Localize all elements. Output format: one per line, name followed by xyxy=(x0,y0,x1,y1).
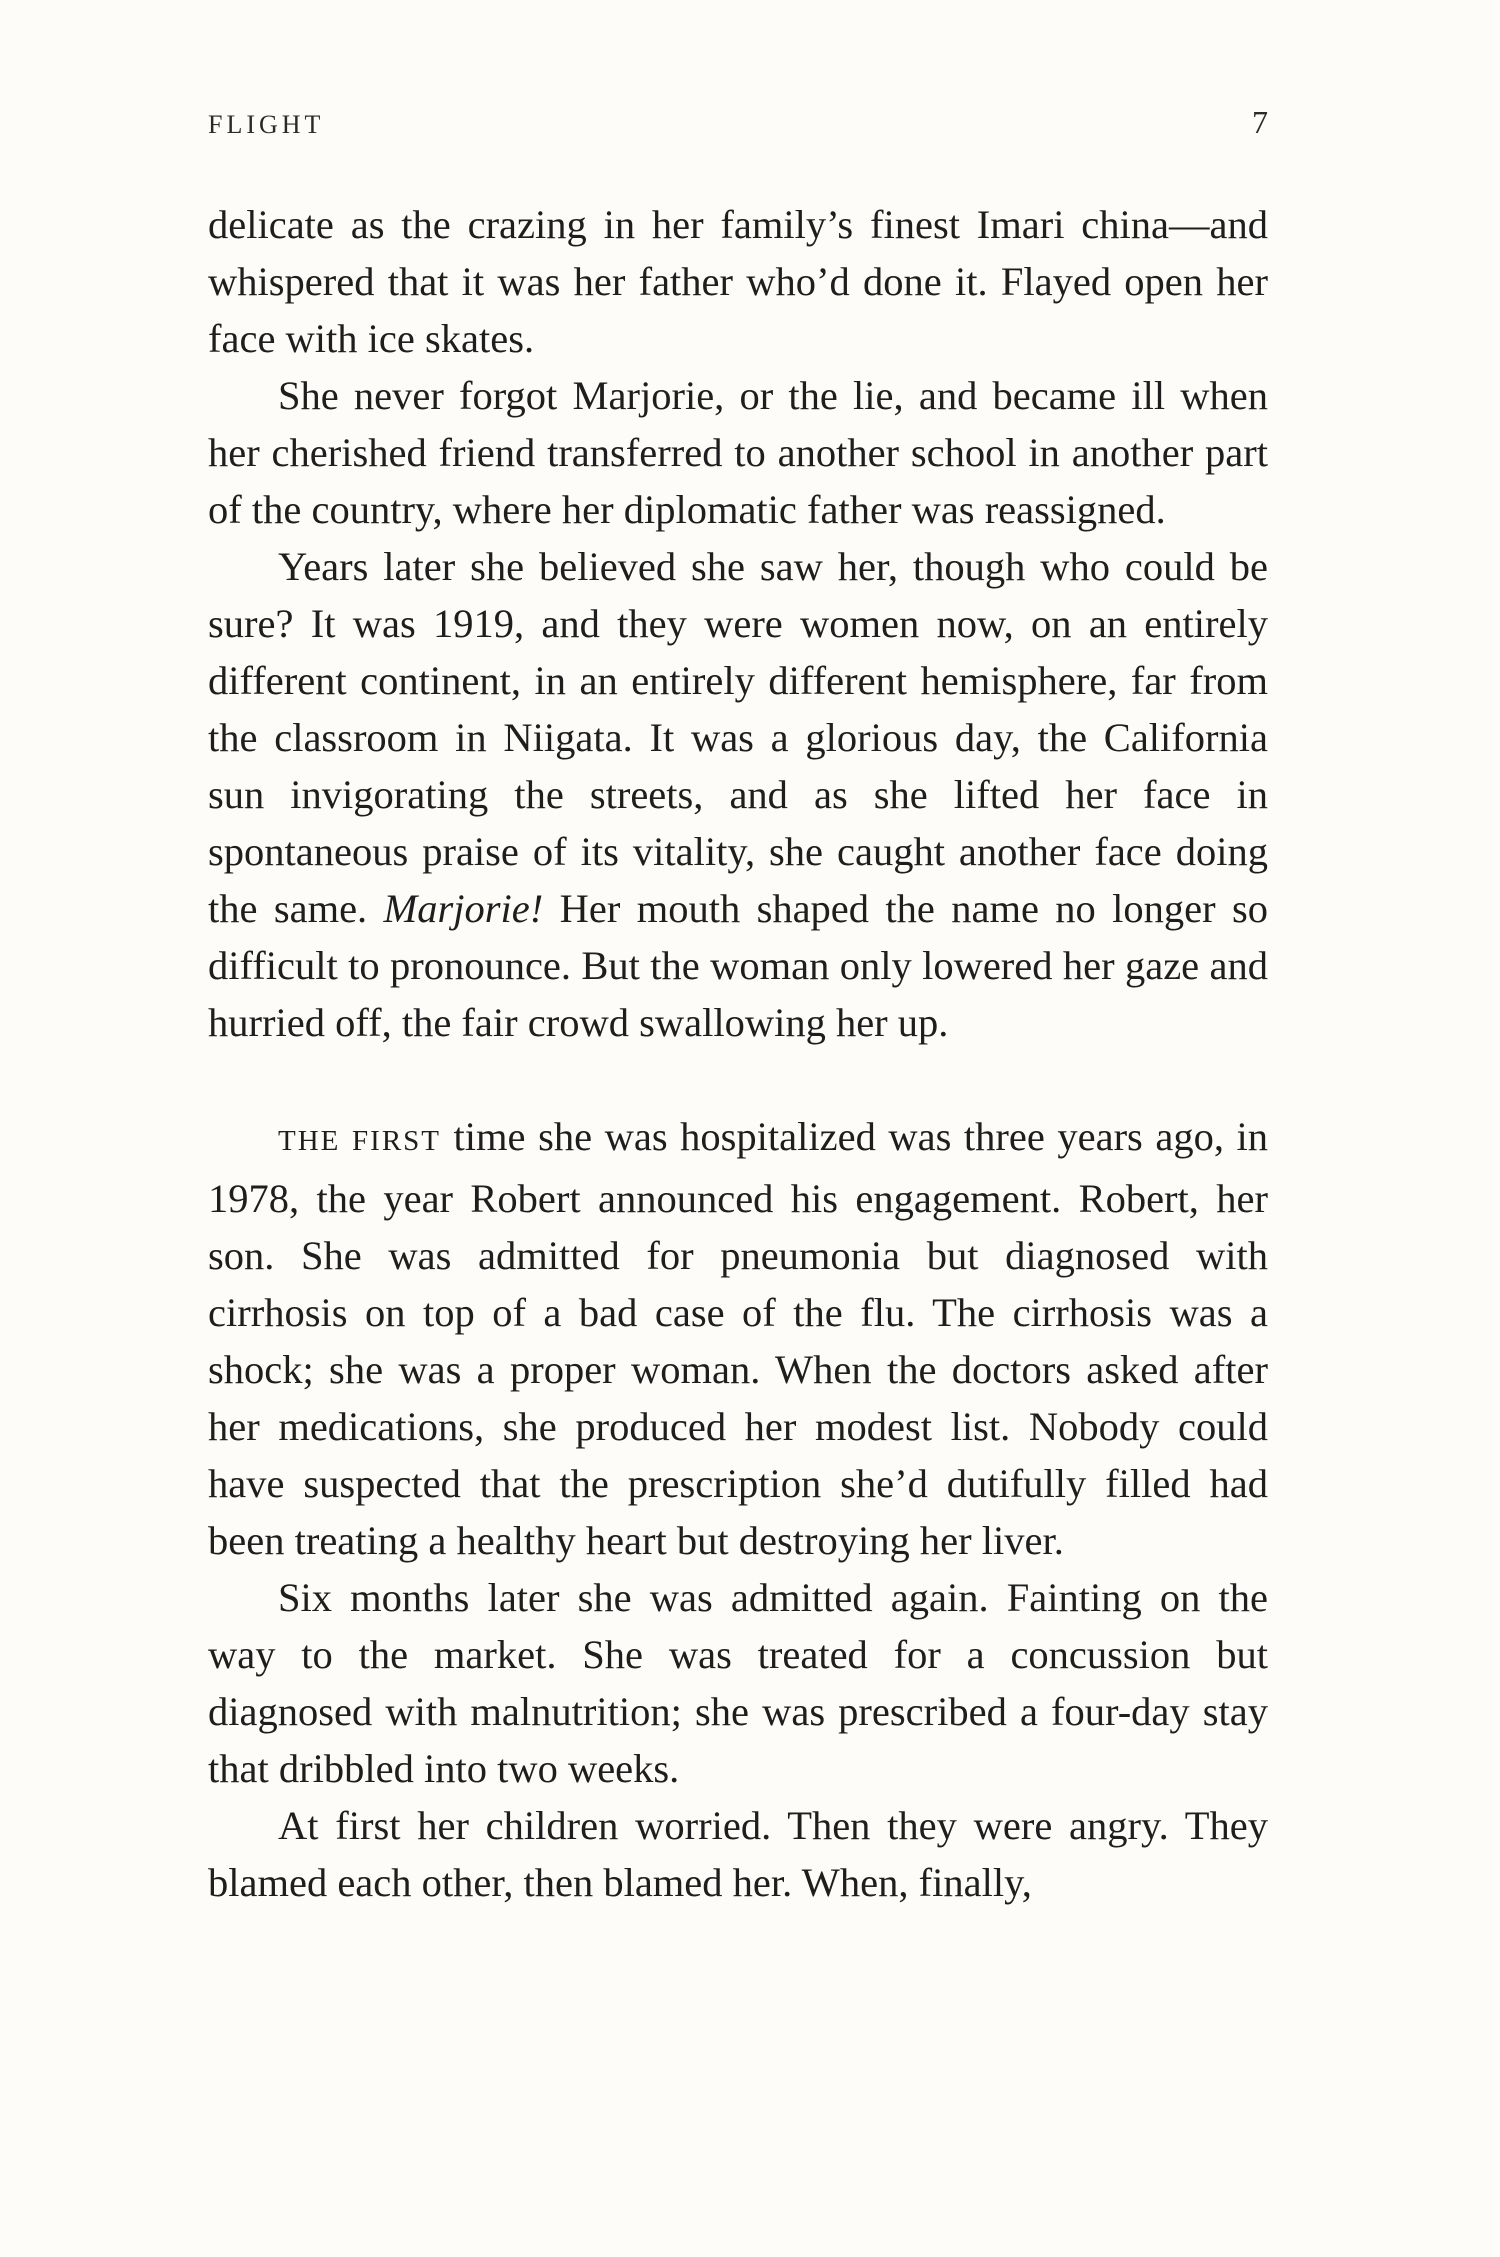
section-start-paragraph xyxy=(208,1108,1268,1569)
paragraph-text: Years later she believed she saw her, though who could be sure? It was 1919, and they were women now, on an entirely different continent, in an entirely different hemisphere, far from the classroom in Niigata. It was a glorious day, the California sun invigorating the streets, and as she lifted her face in spontaneous praise of its vitality, she caught another face doing the same. xyxy=(208,544,1268,931)
paragraph-text: Her mouth shaped the name no longer so difficult to pronounce. But the woman only lowered her gaze and hurried off, the fair crowd swallowing her up. xyxy=(208,886,1268,1045)
paragraph: Six months later she was admitted again. Fainting on the way to the market. She was treated for a concussion but diagnosed with malnutrition; she was prescribed a four-day stay that dribbled into two weeks. xyxy=(208,1575,1268,1791)
paragraph-text: time she was hospitalized was three years ago, in 1978, the year Robert announced his engagement. Robert, her son. She was admitted for pneumonia but diagnosed with cirrhosis on top of a bad case of the flu. The cirrhosis was a shock; she was a proper woman. When the doctors asked after her medications, she produced her modest list. Nobody could have suspected that the prescription she’d dutifully filled had been treating a healthy heart but destroying her liver. xyxy=(208,1114,1268,1563)
paragraph: delicate as the crazing in her family’s finest Imari china—and whispered that it was her father who’d done it. Flayed open her face with ice skates. xyxy=(208,202,1268,361)
italic-name: Marjorie! xyxy=(383,886,544,931)
paragraph: She never forgot Marjorie, or the lie, and became ill when her cherished friend transferred to another school in another part of the country, where her diplomatic father was reassigned. xyxy=(208,373,1268,532)
body-text xyxy=(208,196,1268,1911)
paragraph: At first her children worried. Then they were angry. They blamed each other, then blamed her. When, finally, xyxy=(208,1803,1268,1905)
running-head: FLIGHT xyxy=(208,110,325,139)
page-number: 7 xyxy=(1252,104,1268,140)
section-lead-smallcaps: THE FIRST xyxy=(278,1125,442,1157)
paragraph xyxy=(208,538,1268,1051)
page-header xyxy=(208,104,1268,141)
